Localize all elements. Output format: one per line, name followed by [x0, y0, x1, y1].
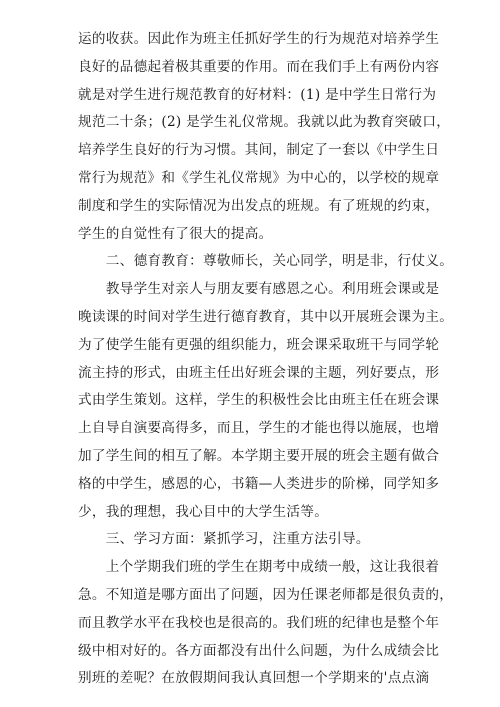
text-line: 规范二十条；(2) 是学生礼仪常规。我就以此为教育突破口， — [78, 114, 451, 131]
text-line: 式由学生策划。这样，学生的积极性会比由班主任在班会课 — [78, 392, 440, 409]
text-line: 流主持的形式，由班主任出好班会课的主题，列好要点，形 — [78, 364, 440, 381]
text-line: 级中相对好的。各方面都没有出什么问题，为什么成绩会比 — [78, 642, 440, 659]
text-line: 上自导自演要高得多，而且，学生的才能也得以施展，也增 — [78, 420, 440, 437]
text-line: 加了学生间的相互了解。本学期主要开展的班会主题有做合 — [78, 447, 440, 464]
text-line: 制度和学生的实际情况为出发点的班规。有了班规的约束， — [78, 197, 440, 214]
text-line: 上个学期我们班的学生在期考中成绩一般，这让我很着 — [78, 559, 440, 576]
text-line: 格的中学生，感恩的心，书籍—人类进步的阶梯，同学知多 — [78, 475, 440, 492]
text-line: 培养学生良好的行为习惯。其间，制定了一套以《中学生日 — [78, 142, 440, 159]
text-line: 良好的品德起着极其重要的作用。而在我们手上有两份内容 — [78, 58, 440, 75]
section-heading: 二、德育教育：尊敬师长，关心同学，明是非，行仗义。 — [78, 253, 454, 270]
text-line: 学生的自觉性有了很大的提高。 — [78, 225, 273, 242]
section-heading: 三、学习方面：紧抓学习，注重方法引导。 — [78, 531, 370, 548]
text-line: 运的收获。因此作为班主任抓好学生的行为规范对培养学生 — [78, 31, 440, 47]
text-line: 晚读课的时间对学生进行德育教育，其中以开展班会课为主。 — [78, 308, 454, 325]
text-line: 别班的差呢？在放假期间我认真回想一个学期来的'点点滴 — [78, 670, 430, 687]
text-line: 常行为规范》和《学生礼仪常规》为中心的，以学校的规章 — [78, 169, 440, 186]
body-text — [78, 26, 454, 693]
text-line: 教导学生对亲人与朋友要有感恩之心。利用班会课或是 — [78, 281, 440, 298]
text-line: 急。不知道是哪方面出了问题，因为任课老师都是很负责的， — [78, 586, 454, 603]
text-line: 少，我的理想，我心目中的大学生活等。 — [78, 503, 329, 520]
text-line: 为了使学生能有更强的组织能力，班会课采取班干与同学轮 — [78, 336, 440, 353]
text-line: 而且教学水平在我校也是很高的。我们班的纪律也是整个年 — [78, 614, 440, 631]
text-line: 就是对学生进行规范教育的好材料：(1) 是中学生日常行为 — [78, 86, 437, 103]
